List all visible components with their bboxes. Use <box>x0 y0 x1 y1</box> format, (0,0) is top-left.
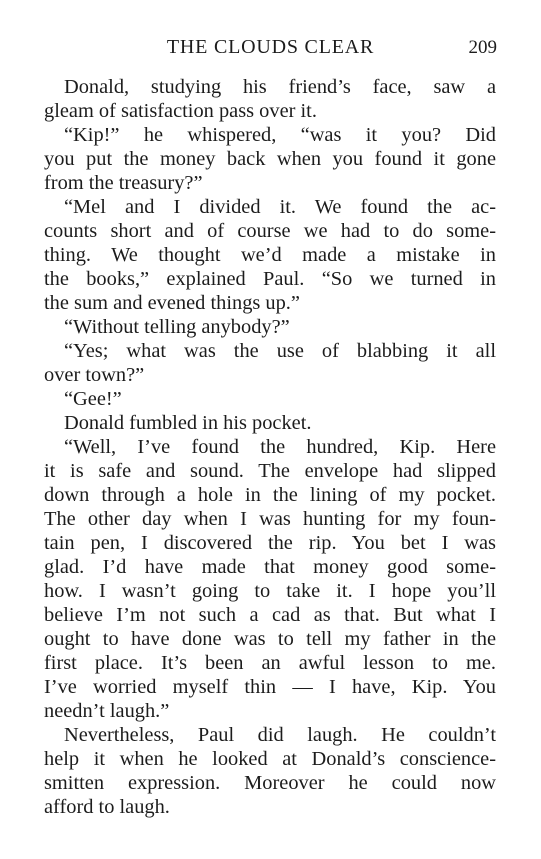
text-line: the books,” explained Paul. “So we turned in <box>44 268 496 290</box>
text-line: Donald, studying his friend’s face, saw a <box>64 76 496 98</box>
text-line: from the treasury?” <box>44 172 203 194</box>
text-line: how. I wasn’t going to take it. I hope you’ll <box>44 580 496 602</box>
text-line: “Without telling anybody?” <box>64 316 290 338</box>
body-text <box>44 75 496 819</box>
text-line: counts short and of course we had to do some- <box>44 220 496 242</box>
text-line: thing. We thought we’d made a mistake in <box>44 244 496 266</box>
running-head: THE CLOUDS CLEAR <box>166 36 375 58</box>
text-line: “Yes; what was the use of blabbing it all <box>64 340 496 362</box>
text-line: gleam of satisfaction pass over it. <box>44 100 317 122</box>
text-line: afford to laugh. <box>44 796 170 818</box>
text-line: needn’t laugh.” <box>44 700 170 722</box>
text-line: tain pen, I discovered the rip. You bet I was <box>44 532 496 554</box>
text-line: ought to have done was to tell my father in the <box>44 628 496 650</box>
text-line: “Gee!” <box>64 388 122 410</box>
text-line: you put the money back when you found it gone <box>44 148 496 170</box>
text-line: smitten expression. Moreover he could now <box>44 772 496 794</box>
text-line: I’ve worried myself thin — I have, Kip. You <box>44 676 496 698</box>
text-line: glad. I’d have made that money good some- <box>44 556 496 578</box>
text-line: down through a hole in the lining of my pocket. <box>44 484 496 506</box>
page-number: 209 <box>468 37 497 58</box>
text-line: “Well, I’ve found the hundred, Kip. Here <box>64 436 496 458</box>
text-line: The other day when I was hunting for my foun- <box>44 508 496 530</box>
text-line: help it when he looked at Donald’s conscience- <box>44 748 496 770</box>
text-line: “Mel and I divided it. We found the ac- <box>64 196 496 218</box>
text-line: believe I’m not such a cad as that. But what I <box>44 604 496 626</box>
text-line: Nevertheless, Paul did laugh. He couldn’t <box>64 724 496 746</box>
text-line: Donald fumbled in his pocket. <box>64 412 312 434</box>
page-header <box>44 36 497 64</box>
text-line: “Kip!” he whispered, “was it you? Did <box>64 124 496 146</box>
text-line: over town?” <box>44 364 145 386</box>
text-line: the sum and evened things up.” <box>44 292 300 314</box>
text-line: it is safe and sound. The envelope had slipped <box>44 460 496 482</box>
text-line: first place. It’s been an awful lesson to me. <box>44 652 496 674</box>
